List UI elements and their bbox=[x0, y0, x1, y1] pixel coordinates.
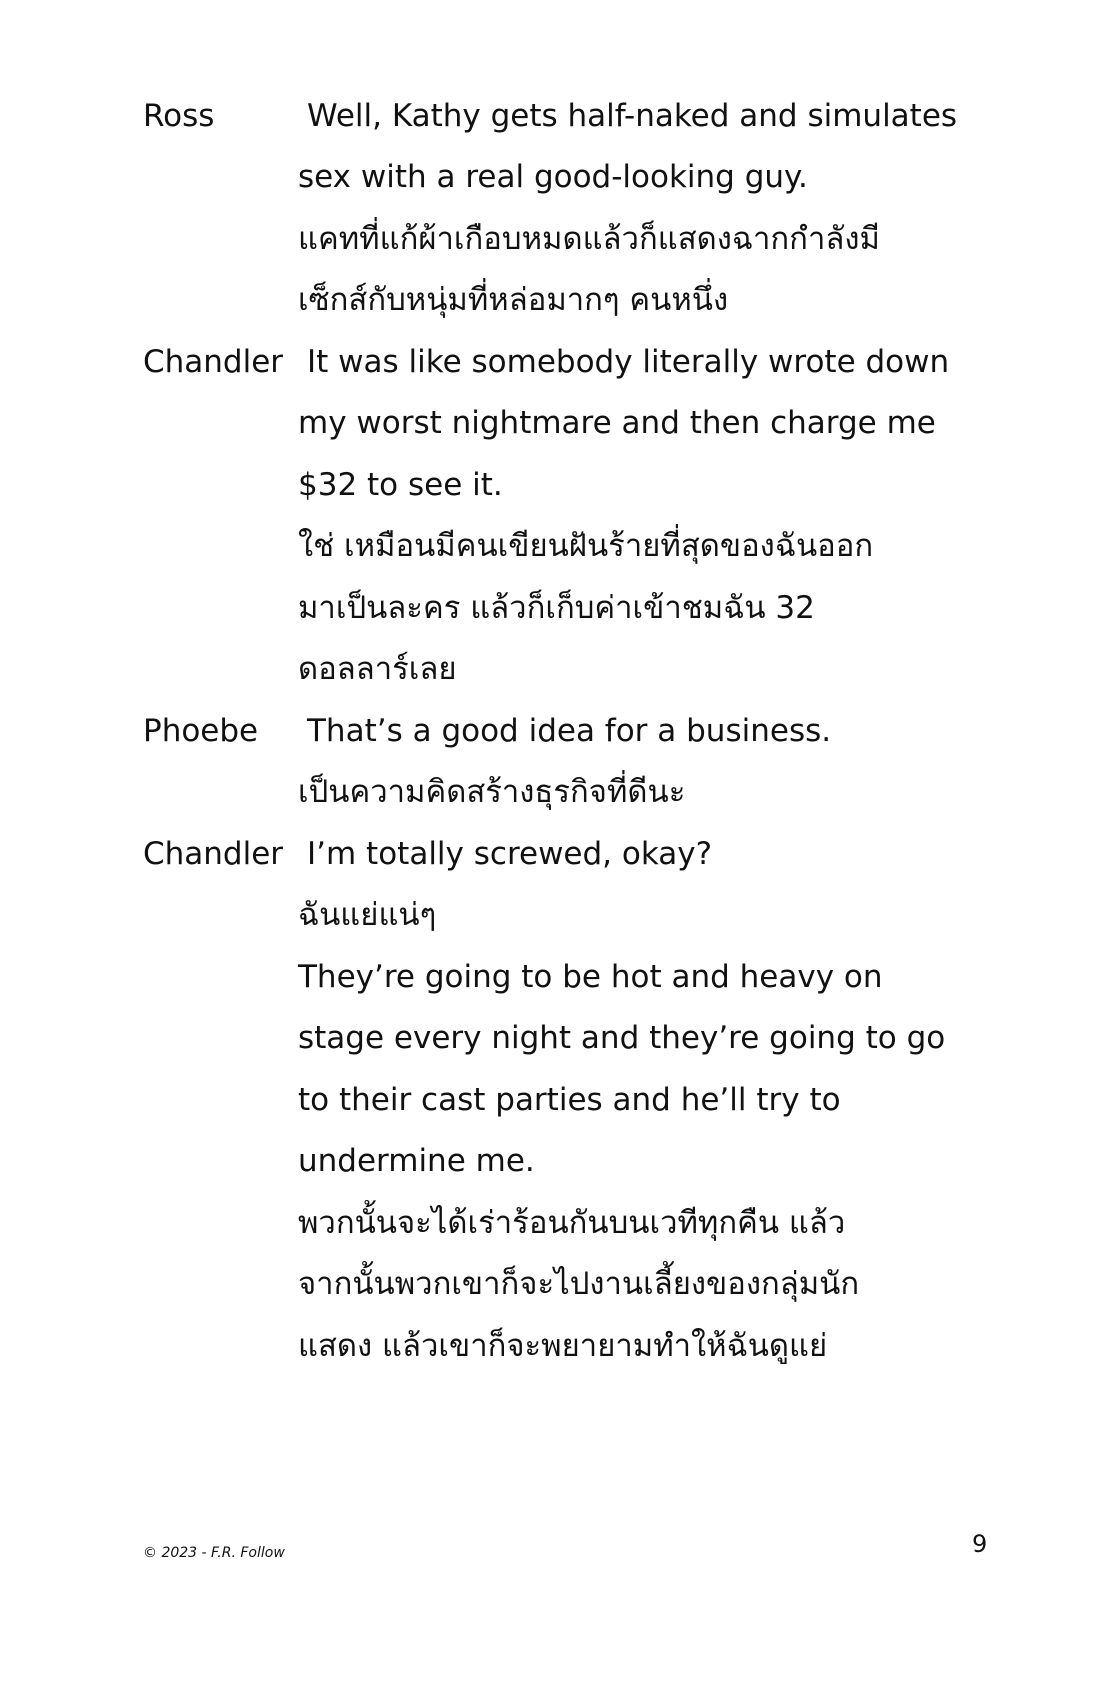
dialogue-line-thai: จากนั้นพวกเขาก็จะไปงานเลี้ยงของกลุ่มนัก bbox=[298, 1266, 860, 1302]
dialogue-line-thai: พวกนั้นจะได้เร่าร้อนกันบนเวทีทุกคืน แล้ว bbox=[298, 1205, 846, 1241]
dialogue-line: to their cast parties and he’ll try to bbox=[298, 1082, 841, 1118]
dialogue-line: my worst nightmare and then charge me bbox=[298, 405, 936, 441]
dialogue-line: $32 to see it. bbox=[298, 467, 503, 503]
dialogue-line-thai: แคทที่แก้ผ้าเกือบหมดแล้วก็แสดงฉากกำลังมี bbox=[298, 221, 880, 257]
dialogue-line-thai: ใช่ เหมือนมีคนเขียนฝันร้ายที่สุดของฉันออก bbox=[298, 528, 874, 564]
speaker-name: Chandler bbox=[143, 836, 284, 872]
dialogue-line-thai: ดอลลาร์เลย bbox=[298, 651, 457, 687]
dialogue-line: It was like somebody literally wrote down bbox=[307, 344, 950, 380]
speaker-name: Ross bbox=[143, 98, 215, 134]
dialogue-line: undermine me. bbox=[298, 1143, 535, 1179]
speaker-name: Phoebe bbox=[143, 713, 259, 749]
dialogue-line: stage every night and they’re going to go bbox=[298, 1020, 946, 1056]
dialogue-line: sex with a real good-looking guy. bbox=[298, 159, 808, 195]
speaker-name: Chandler bbox=[143, 344, 284, 380]
dialogue-line: That’s a good idea for a business. bbox=[307, 713, 832, 749]
dialogue-line: Well, Kathy gets half-naked and simulates bbox=[307, 98, 958, 134]
dialogue-line-thai: ฉันแย่แน่ๆ bbox=[298, 897, 437, 933]
dialogue-line-thai: แสดง แล้วเขาก็จะพยายามทำให้ฉันดูแย่ bbox=[298, 1328, 828, 1364]
dialogue-line: I’m totally screwed, okay? bbox=[307, 836, 713, 872]
dialogue-line-thai: เซ็กส์กับหนุ่มที่หล่อมากๆ คนหนึ่ง bbox=[298, 282, 729, 318]
dialogue-line: They’re going to be hot and heavy on bbox=[298, 959, 883, 995]
dialogue-line-thai: เป็นความคิดสร้างธุรกิจที่ดีนะ bbox=[298, 774, 686, 810]
copyright-notice: © 2023 - F.R. Follow bbox=[143, 1545, 285, 1561]
page-number: 9 bbox=[972, 1530, 988, 1558]
dialogue-line-thai: มาเป็นละคร แล้วก็เก็บค่าเข้าชมฉัน 32 bbox=[298, 590, 815, 626]
